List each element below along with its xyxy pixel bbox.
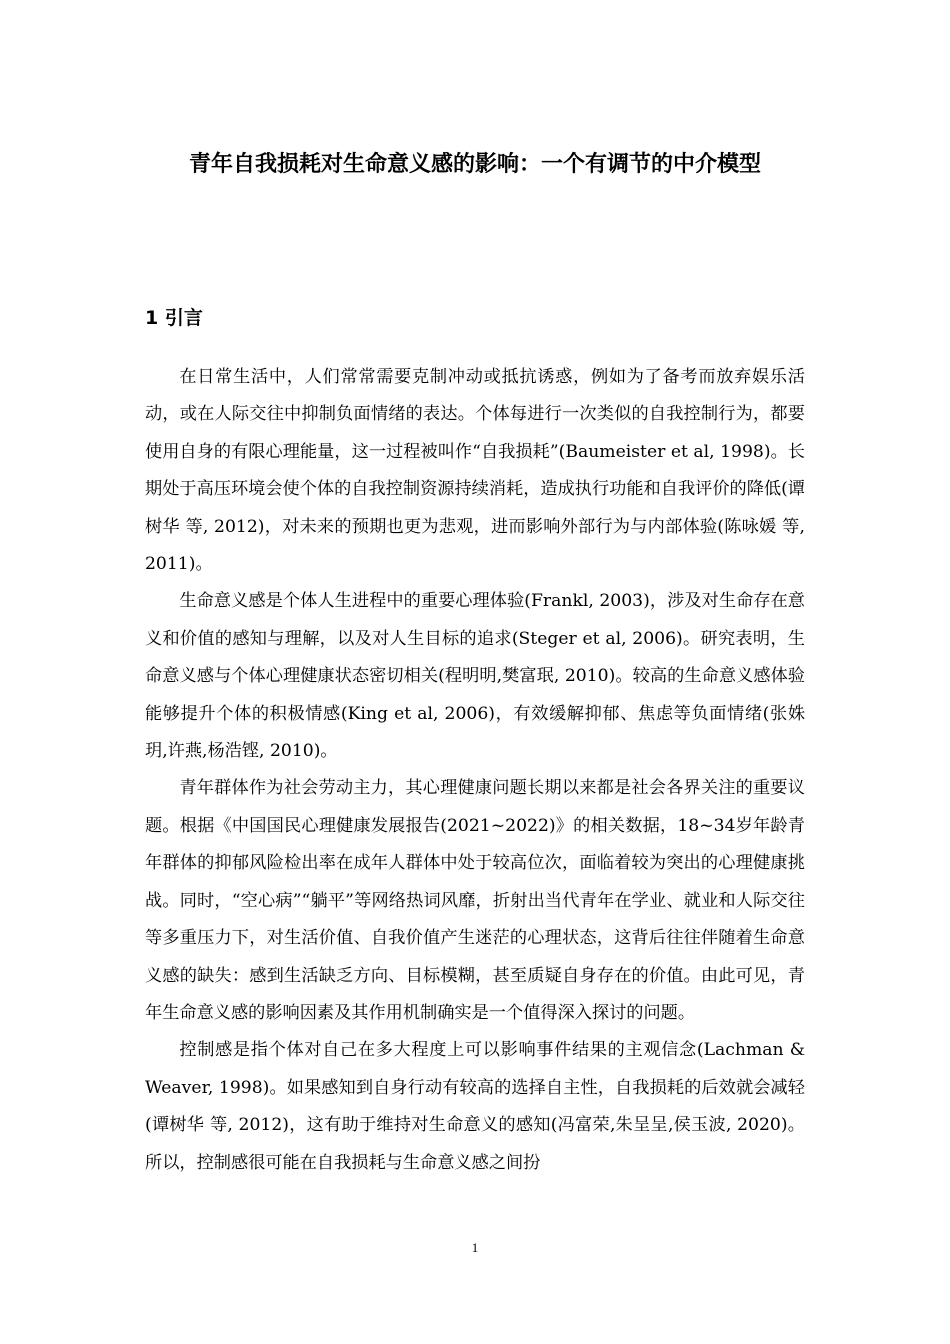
section-heading-introduction: 1 引言 [145, 307, 203, 329]
paragraph: 青年群体作为社会劳动主力，其心理健康问题长期以来都是社会各界关注的重要议题。根据《中国国民心理健康发展报告(2021~2022)》的相关数据，18~34岁年龄青年群体的抑郁风险检出率在成年人群体中处于较高位次，面临着较为突出的心理健康挑战。同时，“空心病”“躺平”等网络热词风靡，折射出当代青年在学业、就业和人际交往等多重压力下，对生活价值、自我价值产生迷茫的心理状态，这背后往往伴随着生命意义感的缺失：感到生活缺乏方向、目标模糊，甚至质疑自身存在的价值。由此可见，青年生命意义感的影响因素及其作用机制确实是一个值得深入探讨的问题。 [145, 778, 805, 1023]
paragraph: 生命意义感是个体人生进程中的重要心理体验(Frankl, 2003)，涉及对生命存在意义和价值的感知与理解，以及对人生目标的追求(Steger et al, 2006)。研究表明，生命意义感与个体心理健康状态密切相关(程明明,樊富珉, 2010)。较高的生命意义感体验能够提升个体的积极情感(King et al, 2006)，有效缓解抑郁、焦虑等负面情绪(张姝玥,许燕,杨浩铿, 2010)。 [145, 591, 805, 762]
page-number: 1 [471, 1240, 479, 1255]
paragraph: 控制感是指个体对自己在多大程度上可以影响事件结果的主观信念(Lachman & Weaver, 1998)。如果感知到自身行动有较高的选择自主性，自我损耗的后效就会减轻(谭树华 等, 2012)，这有助于维持对生命意义的感知(冯富荣,朱呈呈,侯玉波, 2020)。所以，控制感很可能在自我损耗与生命意义感之间扮 [145, 1040, 805, 1173]
paragraph: 在日常生活中，人们常常需要克制冲动或抵抗诱惑，例如为了备考而放弃娱乐活动，或在人际交往中抑制负面情绪的表达。个体每进行一次类似的自我控制行为，都要使用自身的有限心理能量，这一过程被叫作“自我损耗”(Baumeister et al, 1998)。长期处于高压环境会使个体的自我控制资源持续消耗，造成执行功能和自我评价的降低(谭树华 等, 2012)，对未来的预期也更为悲观，进而影响外部行为与内部体验(陈咏媛 等, 2011)。 [145, 367, 805, 575]
body-text [145, 359, 805, 1182]
paper-title: 青年自我损耗对生命意义感的影响：一个有调节的中介模型 [188, 152, 761, 177]
